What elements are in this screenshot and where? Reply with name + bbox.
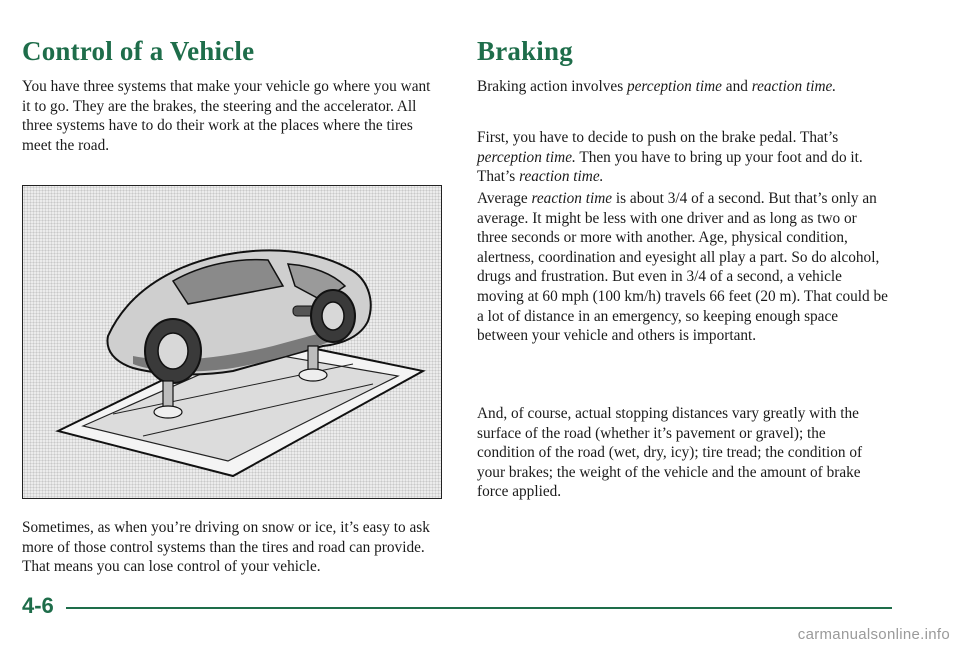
text-span: and [721,78,752,95]
control-warning-paragraph: Sometimes, as when you’re driving on snow or ice, it’s easy to ask more of those control systems than the tires and road can provide. That means you can lose control of your vehicle. [22,519,430,576]
footer-rule [66,607,892,609]
text-span: Average [477,190,532,207]
braking-intro-paragraph [477,77,887,97]
vehicle-underside-illustration [22,185,442,499]
text-span: Then you have to bring up your foot and do it. That’s [477,148,863,186]
page-number: 4-6 [22,593,54,618]
stopping-distance-paragraph: And, of course, actual stopping distances vary greatly with the surface of the road (whether it’s pavement or gravel); the condition of the road (wet, dry, icy); tire tread; the condition of your brakes; the weight of the vehicle and the amount of brake force applied. [477,405,863,501]
control-intro-paragraph: You have three systems that make your vehicle go where you want it to go. They are the brakes, the steering and the accelerator. All three systems have to do their work at the places where the tires meet the road. [22,78,431,154]
emphasis-perception-time: perception time [626,78,722,95]
section-title-braking: Braking [477,36,573,66]
section-title-control: Control of a Vehicle [22,36,255,66]
site-watermark: carmanualsonline.info [797,626,950,643]
average-reaction-paragraph [477,189,889,346]
emphasis-reaction-time: reaction time. [751,78,837,95]
emphasis-reaction-time: reaction time. [519,168,604,186]
text-span: is about 3/4 of a second. But that’s only an average. It might be less with one driver and as long as two or three seconds or more with another. Age, physical condition, alertness, coordination and eyesight all play a part. So do alcohol, drugs and frustration. But even in 3/4 of a second, a vehicle moving at 60 mph (100 km/h) travels 66 feet (20 m). That could be a lot of distance in an emergency, so keeping enough space between your vehicle and others is important. [477,190,888,345]
perception-reaction-paragraph [477,128,887,187]
text-span: Braking action involves [477,78,627,95]
emphasis-reaction-time: reaction time [531,190,613,207]
text-span: First, you have to decide to push on the brake pedal. That’s [477,129,839,146]
page-footer [22,593,892,619]
emphasis-perception-time: perception time. [477,148,576,166]
car-on-lift-drawing [23,186,441,498]
